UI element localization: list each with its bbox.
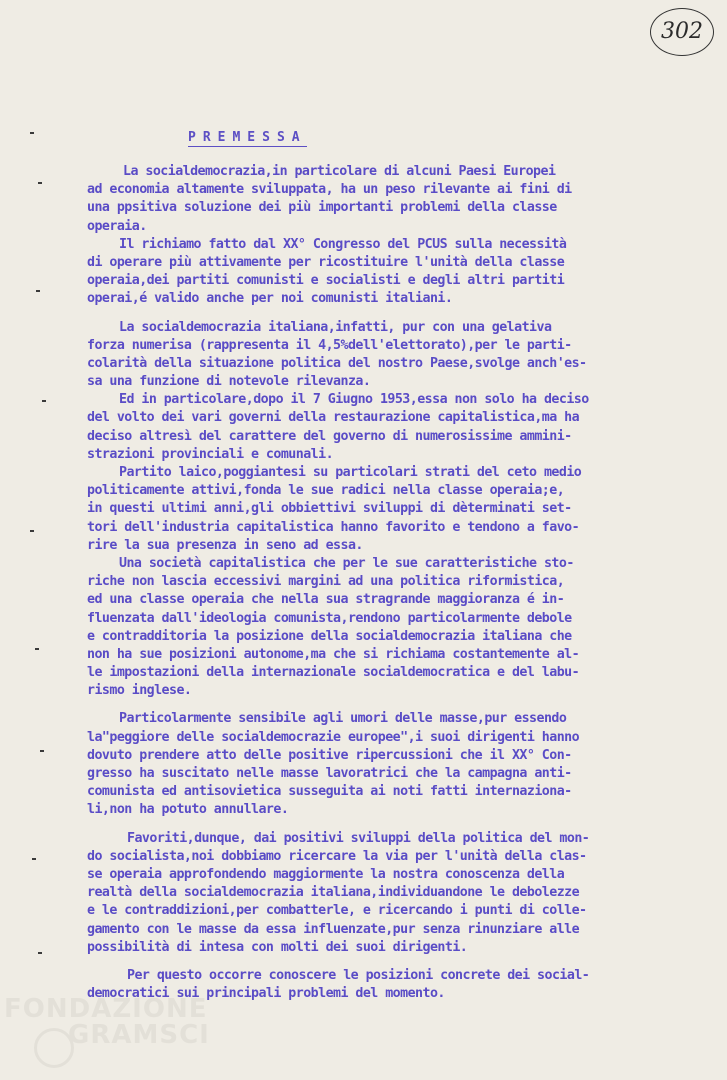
text-line: in questi ultimi anni,gli obbiettivi sviluppi di dèterminati set-	[87, 501, 572, 517]
margin-mark	[30, 132, 34, 134]
paragraph	[87, 555, 693, 701]
watermark-line: FONDAZIONE	[4, 994, 208, 1024]
text-line: Partito laico,poggiantesi su particolari strati del ceto medio	[119, 465, 582, 480]
text-line: deciso altresì del carattere del governo di numerosissime ammini-	[87, 428, 572, 444]
text-line: do socialista,noi dobbiamo ricercare la via per l'unità della clas-	[87, 848, 587, 864]
document-body	[87, 163, 693, 1003]
text-line: di operare più attivamente per ricostituire l'unità della classe	[87, 254, 565, 270]
handwritten-page-number: 302	[650, 8, 714, 56]
margin-mark	[36, 290, 40, 292]
document-title: PREMESSA	[188, 130, 307, 145]
margin-mark	[40, 750, 44, 752]
text-line: rismo inglese.	[87, 683, 192, 699]
text-line: e contradditoria la posizione della socialdemocrazia italiana che	[87, 628, 572, 644]
text-line: gamento con le masse da essa influenzate,pur senza rinunziare alle	[87, 921, 580, 937]
paragraph	[87, 163, 693, 236]
text-line: Il richiamo fatto dal XX° Congresso del PCUS sulla necessità	[119, 236, 567, 252]
text-line: realtà della socialdemocrazia italiana,individuandone le debolezze	[87, 885, 580, 901]
text-line: politicamente attivi,fonda le sue radici nella classe operaia;e,	[87, 483, 565, 499]
text-line: Una società capitalistica che per le sue caratteristiche sto-	[119, 555, 574, 571]
text-line: sa una funzione di notevole rilevanza.	[87, 374, 371, 390]
text-line: una ppsitiva soluzione dei più importanti problemi della classe	[87, 200, 557, 216]
text-line: rire la sua presenza in seno ad essa.	[87, 537, 363, 553]
text-line: gresso ha suscitato nelle masse lavoratrici che la campagna anti-	[87, 766, 572, 781]
text-line: operaia.	[87, 218, 147, 234]
text-line: e le contraddizioni,per combatterle, e ricercando i punti di colle-	[87, 903, 587, 919]
text-line: possibilità di intesa con molti dei suoi dirigenti.	[87, 939, 468, 955]
text-line: ed una classe operaia che nella sua stragrande maggioranza é in-	[87, 592, 565, 608]
text-line: del volto dei vari governi della restaurazione capitalistica,ma ha	[87, 410, 580, 426]
text-line: La socialdemocrazia,in particolare di alcuni Paesi Europei	[123, 164, 556, 179]
paragraph	[87, 464, 693, 555]
text-line: fluenzata dall'ideologia comunista,rendono particolarmente debole	[87, 610, 572, 626]
text-line: ad economia altamente sviluppata, ha un peso rilevante ai fini di	[87, 182, 572, 198]
text-line: Per questo occorre conoscere le posizioni concrete dei social-	[127, 967, 590, 983]
text-line: operaia,dei partiti comunisti e socialisti e degli altri partiti	[87, 273, 565, 289]
margin-mark	[35, 648, 39, 650]
margin-mark	[30, 530, 34, 532]
paragraph	[87, 830, 693, 957]
text-line: forza numerisa (rappresenta il 4,5%dell'elettorato),per le parti-	[87, 337, 572, 353]
paragraph	[87, 236, 693, 309]
text-line: tori dell'industria capitalistica hanno favorito e tendono a favo-	[87, 519, 580, 535]
watermark-line: GRAMSCI	[68, 1020, 210, 1050]
paragraph	[87, 710, 693, 819]
text-line: Ed in particolare,dopo il 7 Giugno 1953,essa non solo ha deciso	[119, 392, 589, 408]
text-line: le impostazioni della internazionale socialdemocratica e del labu-	[87, 665, 580, 681]
margin-mark	[42, 400, 46, 402]
text-line: Favoriti,dunque, dai positivi sviluppi della politica del mon-	[127, 830, 590, 846]
margin-mark	[32, 858, 36, 860]
text-line: operai,é valido anche per noi comunisti italiani.	[87, 291, 453, 307]
text-line: riche non lascia eccessivi margini ad una politica riformistica,	[87, 574, 565, 590]
margin-mark	[38, 952, 42, 954]
margin-mark	[38, 182, 42, 184]
text-line: dovuto prendere atto delle positive ripercussioni che il XX° Con-	[87, 747, 572, 763]
text-line: se operaia approfondendo maggiormente la nostra conoscenza della	[87, 866, 565, 882]
text-line: democratici sui principali problemi del momento.	[87, 986, 445, 1002]
text-line: li,non ha potuto annullare.	[87, 802, 289, 818]
text-line: comunista ed antisovietica susseguita ai noti fatti internaziona-	[87, 784, 572, 800]
text-line: colarità della situazione politica del nostro Paese,svolge anch'es-	[87, 355, 587, 371]
watermark-seal	[34, 1028, 74, 1068]
paragraph	[87, 391, 693, 464]
text-line: Particolarmente sensibile agli umori delle masse,pur essendo	[119, 711, 567, 727]
text-line: non ha sue posizioni autonome,ma che si richiama costantemente al-	[87, 646, 580, 662]
text-line: la"peggiore delle socialdemocrazie europee",i suoi dirigenti hanno	[87, 729, 580, 745]
text-line: strazioni provinciali e comunali.	[87, 446, 334, 462]
paragraph	[87, 319, 693, 392]
text-line: La socialdemocrazia italiana,infatti, pur con una gelativa	[119, 319, 552, 335]
